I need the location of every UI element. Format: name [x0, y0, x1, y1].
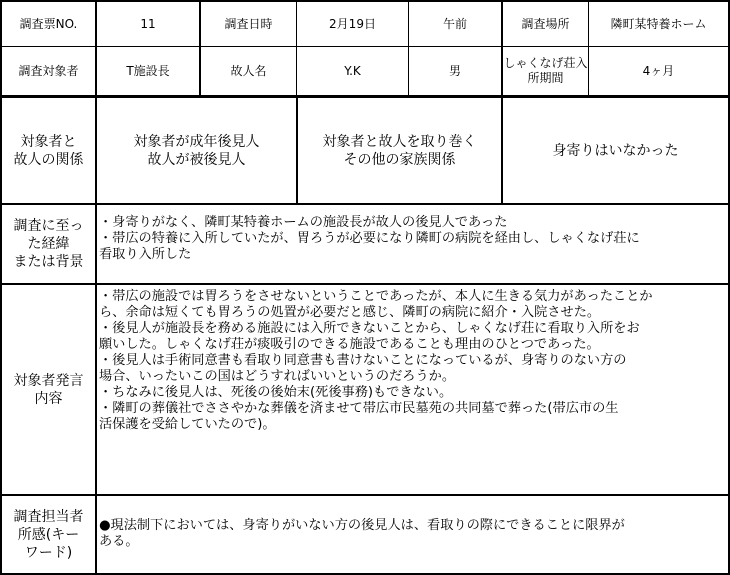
- impression-line: ●現法制下においては、身寄りがいない方の後見人は、看取りの際にできることに限界が: [99, 518, 625, 533]
- survey-place-value: 隣町某特養ホーム: [610, 16, 707, 31]
- relation-label-line1: 対象者と: [20, 133, 77, 150]
- subject-value: T施設長: [126, 63, 170, 78]
- deceased-label: 故人名: [230, 63, 267, 78]
- background-label-line3: または背景: [13, 254, 84, 270]
- survey-no-value: 11: [140, 16, 156, 31]
- impression-label-line3: ワード): [24, 544, 73, 561]
- background-line: 看取り入所した: [99, 247, 192, 262]
- survey-no-label: 調査票NO.: [19, 16, 78, 31]
- subject-label: 調査対象者: [18, 63, 79, 78]
- impression-label-line2: 所感(キー: [17, 526, 80, 543]
- family-label-line1: 対象者と故人を取り巻く: [322, 133, 477, 150]
- statement-label: [2, 285, 95, 494]
- survey-time-value: 午前: [442, 16, 467, 31]
- statement-line: ・後見人は手術同意書も看取り同意書も書けないことになっているが、身寄りのない方の: [99, 353, 627, 368]
- background-label-line1: 調査に至っ: [13, 218, 84, 234]
- statement-line: ・帯広の施設では胃ろうをさせないということであったが、本人に生きる気力があったことか: [99, 289, 653, 304]
- statement-line: ら、余命は短くても胃ろうの処置が必要だと感じ、隣町の病院に紹介・入院させた。: [99, 305, 601, 320]
- relation-value: [97, 98, 296, 203]
- statement-text: [99, 289, 727, 493]
- background-line: ・帯広の特養に入所していたが、胃ろうが必要になり隣町の病院を経由し、しゃくなげ荘に: [99, 231, 640, 246]
- relation-value-line1: 対象者が成年後見人: [133, 133, 260, 150]
- statement-line: ・隣町の葬儀社でささやかな葬儀を済ませて帯広市民墓苑の共同墓で葬った(帯広市の生: [99, 401, 619, 416]
- relation-label: [2, 98, 95, 203]
- background-text: [99, 215, 727, 281]
- background-label-line2: た経緯: [27, 236, 70, 252]
- background-line: ・身寄りがなく、隣町某特養ホームの施設長が故人の後見人であった: [99, 215, 508, 230]
- statement-line: 活保護を受給していたので)。: [99, 417, 276, 432]
- impression-line: ある。: [99, 534, 139, 549]
- impression-text: [99, 518, 727, 570]
- survey-place-label: 調査場所: [521, 16, 570, 31]
- family-label: [298, 98, 501, 203]
- stay-period-value: 4ヶ月: [642, 63, 675, 78]
- impression-label: [2, 496, 95, 573]
- relation-label-line2: 故人の関係: [13, 151, 84, 168]
- family-value: 身寄りはいなかった: [552, 142, 679, 159]
- statement-line: ・ちなみに後見人は、死後の後始末(死後事務)もできない。: [99, 385, 453, 400]
- statement-line: 場合、いったいこの国はどうすればいいというのだろうか。: [99, 369, 456, 384]
- impression-label-line1: 調査担当者: [13, 508, 84, 525]
- statement-line: ・後見人が施設長を務める施設には入所できないことから、しゃくなげ荘に看取り入所をお: [99, 321, 640, 336]
- deceased-value: Y.K: [344, 63, 361, 78]
- stay-period-label: [503, 47, 588, 95]
- survey-date-label: 調査日時: [224, 16, 273, 31]
- gender-value: 男: [448, 63, 461, 78]
- background-label: [2, 205, 95, 283]
- survey-date-value: 2月19日: [329, 16, 376, 31]
- statement-label-line2: 内容: [34, 390, 63, 407]
- relation-value-line2: 故人が被後見人: [147, 151, 246, 168]
- stay-label-line1: しゃくなげ荘入: [503, 56, 588, 70]
- family-label-line2: その他の家族関係: [343, 151, 456, 168]
- stay-label-line2: 所期間: [527, 71, 564, 85]
- statement-line: 願いした。しゃくなげ荘が痰吸引のできる施設であることも理由のひとつであった。: [99, 337, 600, 352]
- statement-label-line1: 対象者発言: [13, 372, 84, 389]
